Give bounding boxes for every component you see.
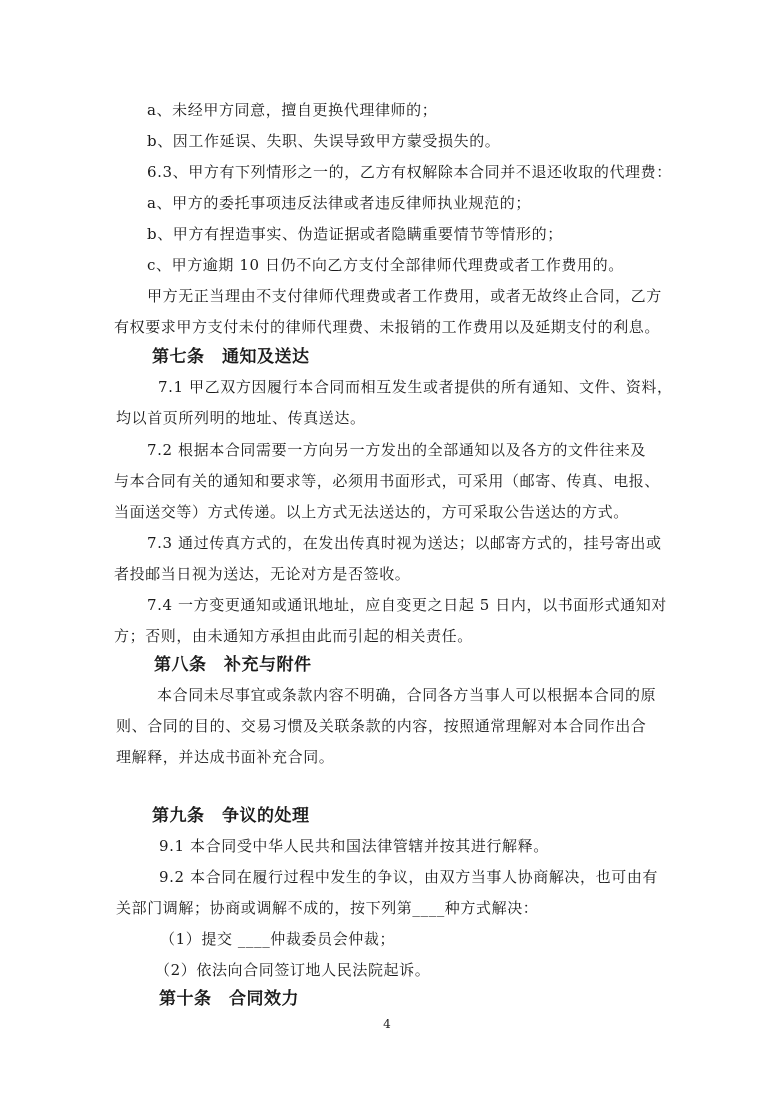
paragraph-line: 7.2 根据本合同需要一方向另一方发出的全部通知以及各方的文件往来及: [147, 441, 647, 459]
paragraph-line: 6.3、甲方有下列情形之一的，乙方有权解除本合同并不退还收取的代理费：: [147, 163, 672, 181]
paragraph-line: 均以首页所列明的地址、传真送达。: [116, 409, 366, 427]
paragraph-line: 与本合同有关的通知和要求等，必须用书面形式，可采用（邮寄、传真、电报、: [114, 472, 661, 490]
article-9-heading: 第九条 争议的处理: [152, 806, 310, 826]
paragraph-line: （2）依法向合同签订地人民法院起诉。: [155, 961, 431, 979]
paragraph-line: 9.2 本合同在履行过程中发生的争议，由双方当事人协商解决，也可由有: [159, 868, 659, 886]
paragraph-line: 7.3 通过传真方式的，在发出传真时视为送达；以邮寄方式的，挂号寄出或: [147, 534, 662, 552]
paragraph-line: a、甲方的委托事项违反法律或者违反律师执业规范的；: [147, 194, 531, 212]
article-8-heading: 第八条 补充与附件: [154, 655, 312, 675]
paragraph-line: a、未经甲方同意，擅自更换代理律师的；: [147, 101, 438, 119]
paragraph-line: 者投邮当日视为送达，无论对方是否签收。: [114, 565, 411, 583]
paragraph-line: 当面送交等）方式传递。以上方式无法送达的，方可采取公告送达的方式。: [114, 503, 629, 521]
paragraph-line: 理解释，并达成书面补充合同。: [116, 748, 335, 766]
paragraph-line: b、甲方有捏造事实、伪造证据或者隐瞒重要情节等情形的；: [147, 225, 563, 243]
paragraph-line: 7.1 甲乙双方因履行本合同而相互发生或者提供的所有通知、文件、资料，: [158, 378, 673, 396]
paragraph-line: 甲方无正当理由不支付律师代理费或者工作费用，或者无故终止合同，乙方: [147, 287, 662, 305]
article-10-heading: 第十条 合同效力: [159, 989, 299, 1009]
paragraph-line: （1）提交 ____仲裁委员会仲裁；: [160, 930, 396, 948]
paragraph-line: 9.1 本合同受中华人民共和国法律管辖并按其进行解释。: [159, 837, 549, 855]
paragraph-line: 本合同未尽事宜或条款内容不明确，合同各方当事人可以根据本合同的原: [157, 686, 657, 704]
paragraph-line: 则、合同的目的、交易习惯及关联条款的内容，按照通常理解对本合同作出合: [116, 717, 647, 735]
article-7-heading: 第七条 通知及送达: [152, 347, 310, 367]
paragraph-line: 7.4 一方变更通知或通讯地址，应自变更之日起 5 日内，以书面形式通知对: [147, 596, 667, 614]
paragraph-line: 有权要求甲方支付未付的律师代理费、未报销的工作费用以及延期支付的利息。: [114, 318, 661, 336]
page-number: 4: [383, 1017, 391, 1031]
paragraph-line: 关部门调解；协商或调解不成的，按下列第____种方式解决：: [116, 899, 539, 917]
paragraph-line: b、因工作延误、失职、失误导致甲方蒙受损失的。: [147, 132, 501, 150]
paragraph-line: 方；否则，由未通知方承担由此而引起的相关责任。: [114, 627, 473, 645]
paragraph-line: c、甲方逾期 10 日仍不向乙方支付全部律师代理费或者工作费用的。: [147, 256, 624, 274]
